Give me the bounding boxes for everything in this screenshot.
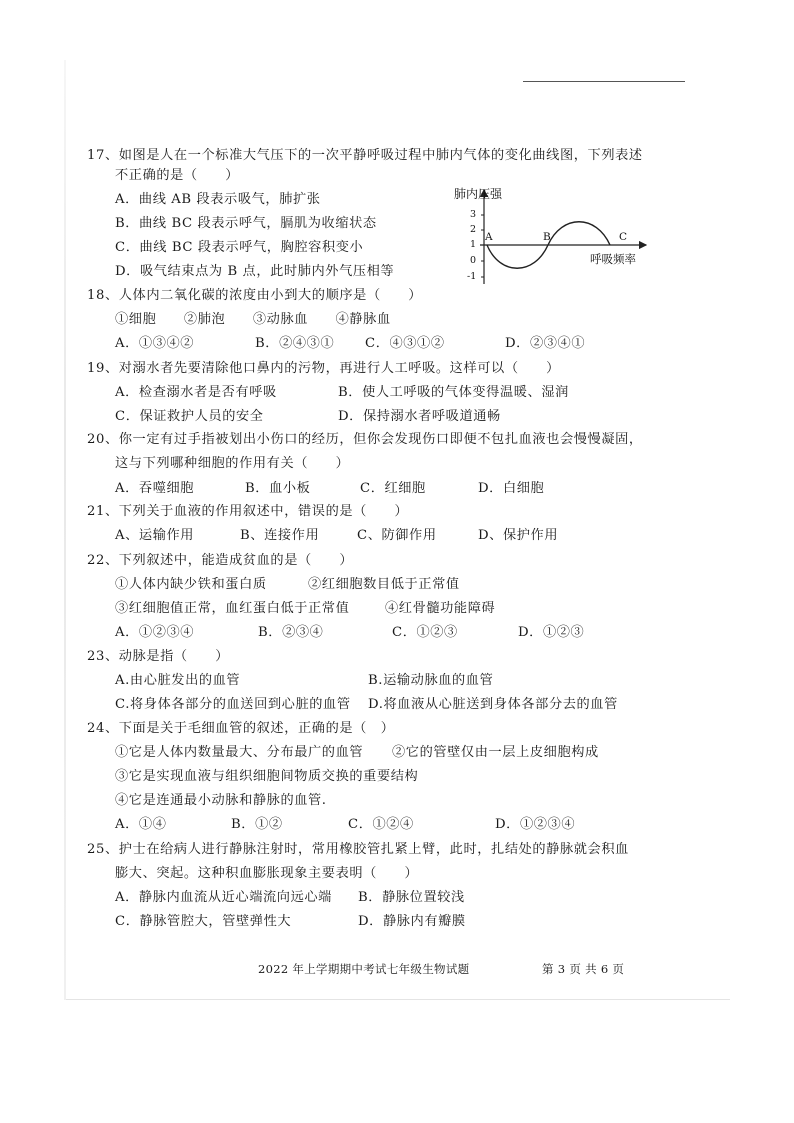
footer-page-number: 第 3 页 共 6 页 bbox=[542, 962, 625, 976]
q25-stem-line2: 膨大、突起。这种积血膨胀现象主要表明（ ） bbox=[115, 866, 419, 881]
graph-point-a: A bbox=[485, 231, 493, 243]
graph-tick-label-2: 2 bbox=[470, 224, 477, 235]
q25-option-c: C．静脉管腔大，管壁弹性大 bbox=[115, 914, 292, 929]
q17-stem-line1: 17、如图是人在一个标准大气压下的一次平静呼吸过程中肺内气体的变化曲线图，下列表述 bbox=[87, 148, 643, 163]
q17-option-b: B．曲线 BC 段表示呼气，膈肌为收缩状态 bbox=[115, 216, 377, 231]
q23-option-c: C.将身体各部分的血送回到心脏的血管 bbox=[115, 697, 351, 712]
q24-item-1: ①它是人体内数量最大、分布最广的血管 bbox=[115, 745, 364, 760]
q19-option-c: C．保证救护人员的安全 bbox=[115, 409, 264, 424]
graph-point-c: C bbox=[619, 231, 628, 243]
q23-option-a: A.由心脏发出的血管 bbox=[115, 673, 241, 688]
q21-stem: 21、下列关于血液的作用叙述中，错误的是（ ） bbox=[87, 504, 409, 519]
q20-option-c: C．红细胞 bbox=[360, 481, 426, 496]
q19-option-d: D．保持溺水者呼吸道通畅 bbox=[338, 409, 501, 424]
q18-option-b: B．②④③① bbox=[255, 336, 335, 351]
q17-stem-line2: 不正确的是（ ） bbox=[115, 168, 240, 183]
q18-option-a: A．①③④② bbox=[115, 336, 195, 351]
q20-stem-line2: 这与下列哪种细胞的作用有关（ ） bbox=[115, 456, 350, 471]
q18-stem: 18、人体内二氧化碳的浓度由小到大的顺序是（ ） bbox=[87, 288, 423, 303]
q22-item-3: ③红细胞值正常，血红蛋白低于正常值 bbox=[115, 601, 350, 616]
q21-option-a: A、运输作用 bbox=[115, 528, 195, 543]
q24-item-3: ③它是实现血液与组织细胞间物质交换的重要结构 bbox=[115, 769, 419, 784]
q19-stem: 19、对溺水者先要清除他口鼻内的污物，再进行人工呼吸。这样可以（ ） bbox=[87, 361, 560, 376]
q25-option-a: A．静脉内血流从近心端流向远心端 bbox=[115, 890, 332, 905]
q18-option-c: C．④③①② bbox=[365, 336, 445, 351]
q25-option-b: B．静脉位置较浅 bbox=[358, 890, 465, 905]
q22-option-c: C．①②③ bbox=[392, 625, 458, 640]
q19-option-b: B．使人工呼吸的气体变得温暖、湿润 bbox=[338, 385, 569, 400]
graph-y-label: 肺内压强 bbox=[454, 187, 503, 201]
q19-option-a: A．检查溺水者是否有呼吸 bbox=[115, 385, 277, 400]
q20-option-b: B．血小板 bbox=[245, 481, 311, 496]
q25-stem-line1: 25、护士在给病人进行静脉注射时，常用橡胶管扎紧上臂，此时，扎结处的静脉就会积血 bbox=[87, 842, 629, 857]
q24-stem: 24、下面是关于毛细血管的叙述，正确的是（ ） bbox=[87, 721, 395, 736]
q24-option-b: B．①② bbox=[231, 817, 283, 832]
q25-option-d: D．静脉内有瓣膜 bbox=[358, 914, 466, 929]
q24-option-a: A．①④ bbox=[115, 817, 167, 832]
q24-option-d: D．①②③④ bbox=[495, 817, 576, 832]
graph-tick-label-0: 0 bbox=[470, 255, 477, 266]
graph-tick-label-3: 3 bbox=[470, 209, 477, 220]
scan-bottom-rule bbox=[66, 999, 730, 1000]
q23-option-d: D.将血液从心脏送到身体各部分去的血管 bbox=[368, 697, 618, 712]
q22-item-4: ④红骨髓功能障碍 bbox=[385, 601, 496, 616]
q23-stem: 23、动脉是指（ ） bbox=[87, 649, 230, 664]
q22-item-2: ②红细胞数目低于正常值 bbox=[308, 577, 460, 592]
q17-option-d: D．吸气结束点为 B 点，此时肺内外气压相等 bbox=[115, 264, 395, 279]
q20-option-a: A．吞噬细胞 bbox=[115, 481, 195, 496]
footer-exam-title: 2022 年上学期期中考试七年级生物试题 bbox=[258, 962, 470, 976]
q22-stem: 22、下列叙述中，能造成贫血的是（ ） bbox=[87, 553, 354, 568]
q17-option-c: C．曲线 BC 段表示呼气，胸腔容积变小 bbox=[115, 240, 364, 255]
q20-option-d: D．白细胞 bbox=[478, 481, 545, 496]
q22-option-a: A．①②③④ bbox=[115, 625, 195, 640]
q18-option-d: D．②③④① bbox=[505, 336, 586, 351]
q17-option-a: A．曲线 AB 段表示吸气，肺扩张 bbox=[115, 192, 321, 207]
q21-option-c: C、防御作用 bbox=[357, 528, 437, 543]
q21-option-d: D、保护作用 bbox=[478, 528, 559, 543]
q22-option-d: D．①②③ bbox=[518, 625, 585, 640]
graph-tick-label-minus1: -1 bbox=[467, 271, 477, 282]
q23-option-b: B.运输动脉血的血管 bbox=[368, 673, 494, 688]
graph-point-b: B bbox=[543, 231, 551, 243]
q20-stem-line1: 20、你一定有过手指被划出小伤口的经历，但你会发现伤口即便不包扎血液也会慢慢凝固， bbox=[87, 432, 643, 447]
graph-x-label: 呼吸频率 bbox=[590, 252, 636, 266]
q24-item-2: ②它的管壁仅由一层上皮细胞构成 bbox=[392, 745, 599, 760]
graph-tick-label-1: 1 bbox=[470, 239, 477, 250]
lung-pressure-figure bbox=[450, 186, 650, 290]
q18-items: ①细胞 ②肺泡 ③动脉血 ④静脉血 bbox=[115, 312, 391, 327]
q24-item-4: ④它是连通最小动脉和静脉的血管. bbox=[115, 793, 327, 808]
q21-option-b: B、连接作用 bbox=[240, 528, 320, 543]
q22-option-b: B．②③④ bbox=[258, 625, 324, 640]
q22-item-1: ①人体内缺少铁和蛋白质 bbox=[115, 577, 267, 592]
q24-option-c: C．①②④ bbox=[348, 817, 414, 832]
